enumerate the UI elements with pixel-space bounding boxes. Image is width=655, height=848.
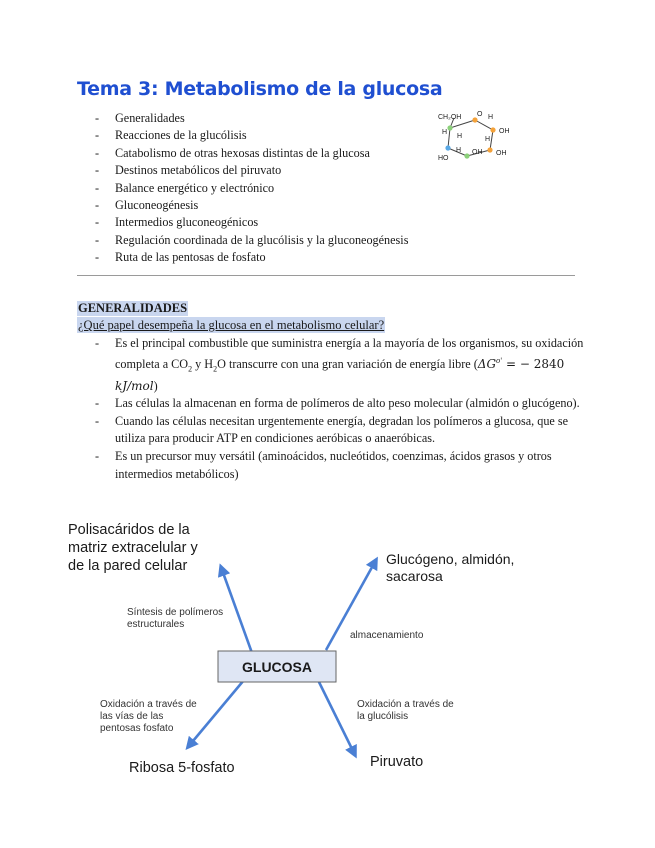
formula-value: = − 2840 <box>502 356 565 371</box>
topic-label: Destinos metabólicos del piruvato <box>115 163 282 178</box>
bullet-text: Es un precursor muy versátil (aminoácidos, nucleótidos, coenzimas, ácidos grasos y otros intermedios metabólicos) <box>115 449 552 481</box>
diagram-text-line: Oxidación a través de <box>100 699 197 710</box>
bullet-item: - Las células la almacenan en forma de polímeros de alto peso molecular (almidón o glucógeno). <box>95 396 580 411</box>
section-divider <box>77 275 575 276</box>
bullet-item: - Es un precursor muy versátil (aminoácidos, nucleótidos, coenzimas, ácidos grasos y otros intermedios metabólicos) <box>95 449 552 481</box>
diagram-text-line: matriz extracelular y <box>68 540 198 556</box>
topic-label: Catabolismo de otras hexosas distintas de la glucosa <box>115 145 370 160</box>
mol-label: H <box>457 133 463 140</box>
topic-item: - Balance energético y electrónico <box>95 180 275 195</box>
diagram-text-line: sacarosa <box>386 568 443 584</box>
topic-label: Regulación coordinada de la glucólisis y la gluconeogénesis <box>115 232 409 247</box>
ribosa-text: Ribosa 5-fosfato <box>129 760 235 776</box>
mol-label: H <box>442 129 448 136</box>
section-heading: GENERALIDADES <box>78 301 188 315</box>
piruvato-text: Piruvato <box>370 754 424 770</box>
mol-label: H <box>456 147 462 154</box>
diagram-text-line: Glucógeno, almidón, <box>386 551 515 567</box>
diagram-text-line: pentosas fosfato <box>100 723 174 734</box>
atom-oxygen <box>490 127 495 132</box>
mol-label: HO <box>438 155 449 162</box>
diagram-text-line: la glucólisis <box>357 711 409 722</box>
topic-item: - Generalidades <box>95 111 185 125</box>
bullet-text: Es el principal combustible que suministra energía a la mayoría de los organismos, su oxidación completa a CO <box>115 336 584 371</box>
atom-oxygen <box>487 147 492 152</box>
bullet-text: O transcurre con una gran variación de energía libre ( <box>217 356 478 371</box>
mol-label: OH <box>472 149 483 156</box>
diagram-text-line: de la pared celular <box>68 558 188 574</box>
subscript: 2 <box>188 364 193 374</box>
oxidacion-pentosas-label <box>100 699 200 734</box>
mol-label: O <box>477 111 483 118</box>
atom-hydroxyl <box>445 145 450 150</box>
topic-label: Intermedios gluconeogénicos <box>115 215 259 230</box>
mol-label: H <box>488 114 494 121</box>
bullet-list <box>95 335 585 483</box>
glucose-fates-diagram <box>0 510 655 848</box>
atom-carbon <box>447 125 452 130</box>
topic-item: - Ruta de las pentosas de fosfato <box>95 250 266 265</box>
topic-item: - Reacciones de la glucólisis <box>95 128 247 143</box>
diagram-text-line: las vías de las <box>100 711 164 722</box>
topic-label: Balance energético y electrónico <box>115 180 275 195</box>
atom-carbon <box>464 153 469 158</box>
topic-label: Reacciones de la glucólisis <box>115 128 247 143</box>
topic-item: - Catabolismo de otras hexosas distintas de la glucosa <box>95 145 370 160</box>
section-question: ¿Qué papel desempeña la glucosa en el metabolismo celular? <box>78 318 385 332</box>
bullet-text: y H <box>192 356 214 371</box>
diagram-text-line: Síntesis de polímeros <box>127 607 224 618</box>
mol-label: H <box>485 136 491 143</box>
bullet-text: Cuando las células necesitan urgentemente energía, degradan los polímeros a glucosa, que se utiliza para producir ATP en condiciones aeróbicas o anaeróbicas. <box>115 413 569 446</box>
bullet-text: Las células la almacenan en forma de polímeros de alto peso molecular (almidón o glucógeno). <box>115 396 580 411</box>
topic-label: Ruta de las pentosas de fosfato <box>115 250 266 265</box>
topic-item: - Gluconeogénesis <box>95 197 199 212</box>
diagram-text-line: estructurales <box>127 619 185 630</box>
mol-label: OH <box>496 150 507 157</box>
glucogeno-text <box>386 551 518 584</box>
sintesis-label <box>127 607 226 630</box>
almacenamiento-label: almacenamiento <box>350 630 424 641</box>
bullet-text: ) <box>153 378 158 393</box>
formula-superscript: o' <box>496 356 503 365</box>
topic-label: Gluconeogénesis <box>115 197 199 212</box>
arrow-to-ribosa <box>188 680 244 747</box>
diagram-text-line: Polisacáridos de la <box>68 522 190 538</box>
formula-symbol: ΔG <box>477 356 497 371</box>
topic-label: Generalidades <box>115 111 185 125</box>
glucose-molecule-illustration <box>430 110 530 180</box>
page-title: Tema 3: Metabolismo de la glucosa <box>77 78 443 100</box>
diagram-text-line: Oxidación a través de <box>357 699 454 710</box>
topic-item: - Regulación coordinada de la glucólisis y la gluconeogénesis <box>95 232 409 247</box>
topic-list <box>95 110 408 267</box>
topic-item: - Destinos metabólicos del piruvato <box>95 163 282 178</box>
arrow-to-piruvato <box>318 680 355 755</box>
atom-oxygen <box>472 117 477 122</box>
topic-item: - Intermedios gluconeogénicos <box>95 215 259 230</box>
bullet-item: - Es el principal combustible que suministra energía a la mayoría de los organismos, su oxidación completa a $CO_2$ y $H_2O$ transcurre con una gran variación de energía libre ($\Delta G^{o'}$ = − 2840 kJ/mol) <box>95 336 584 393</box>
oxidacion-glucolisis-label <box>357 699 457 722</box>
formula-unit: kJ/mol <box>115 378 154 393</box>
mol-label: OH <box>499 128 510 135</box>
bullet-item: - Cuando las células necesitan urgentemente energía, degradan los polímeros a glucosa, que se utiliza para producir ATP en condiciones aeróbicas o anaeróbicas. <box>95 413 569 446</box>
subscript: 2 <box>213 364 218 374</box>
polisacaridos-text <box>68 522 202 574</box>
mol-label-ch2oh: CH₂OH <box>438 114 462 121</box>
glucosa-label: GLUCOSA <box>242 659 312 675</box>
